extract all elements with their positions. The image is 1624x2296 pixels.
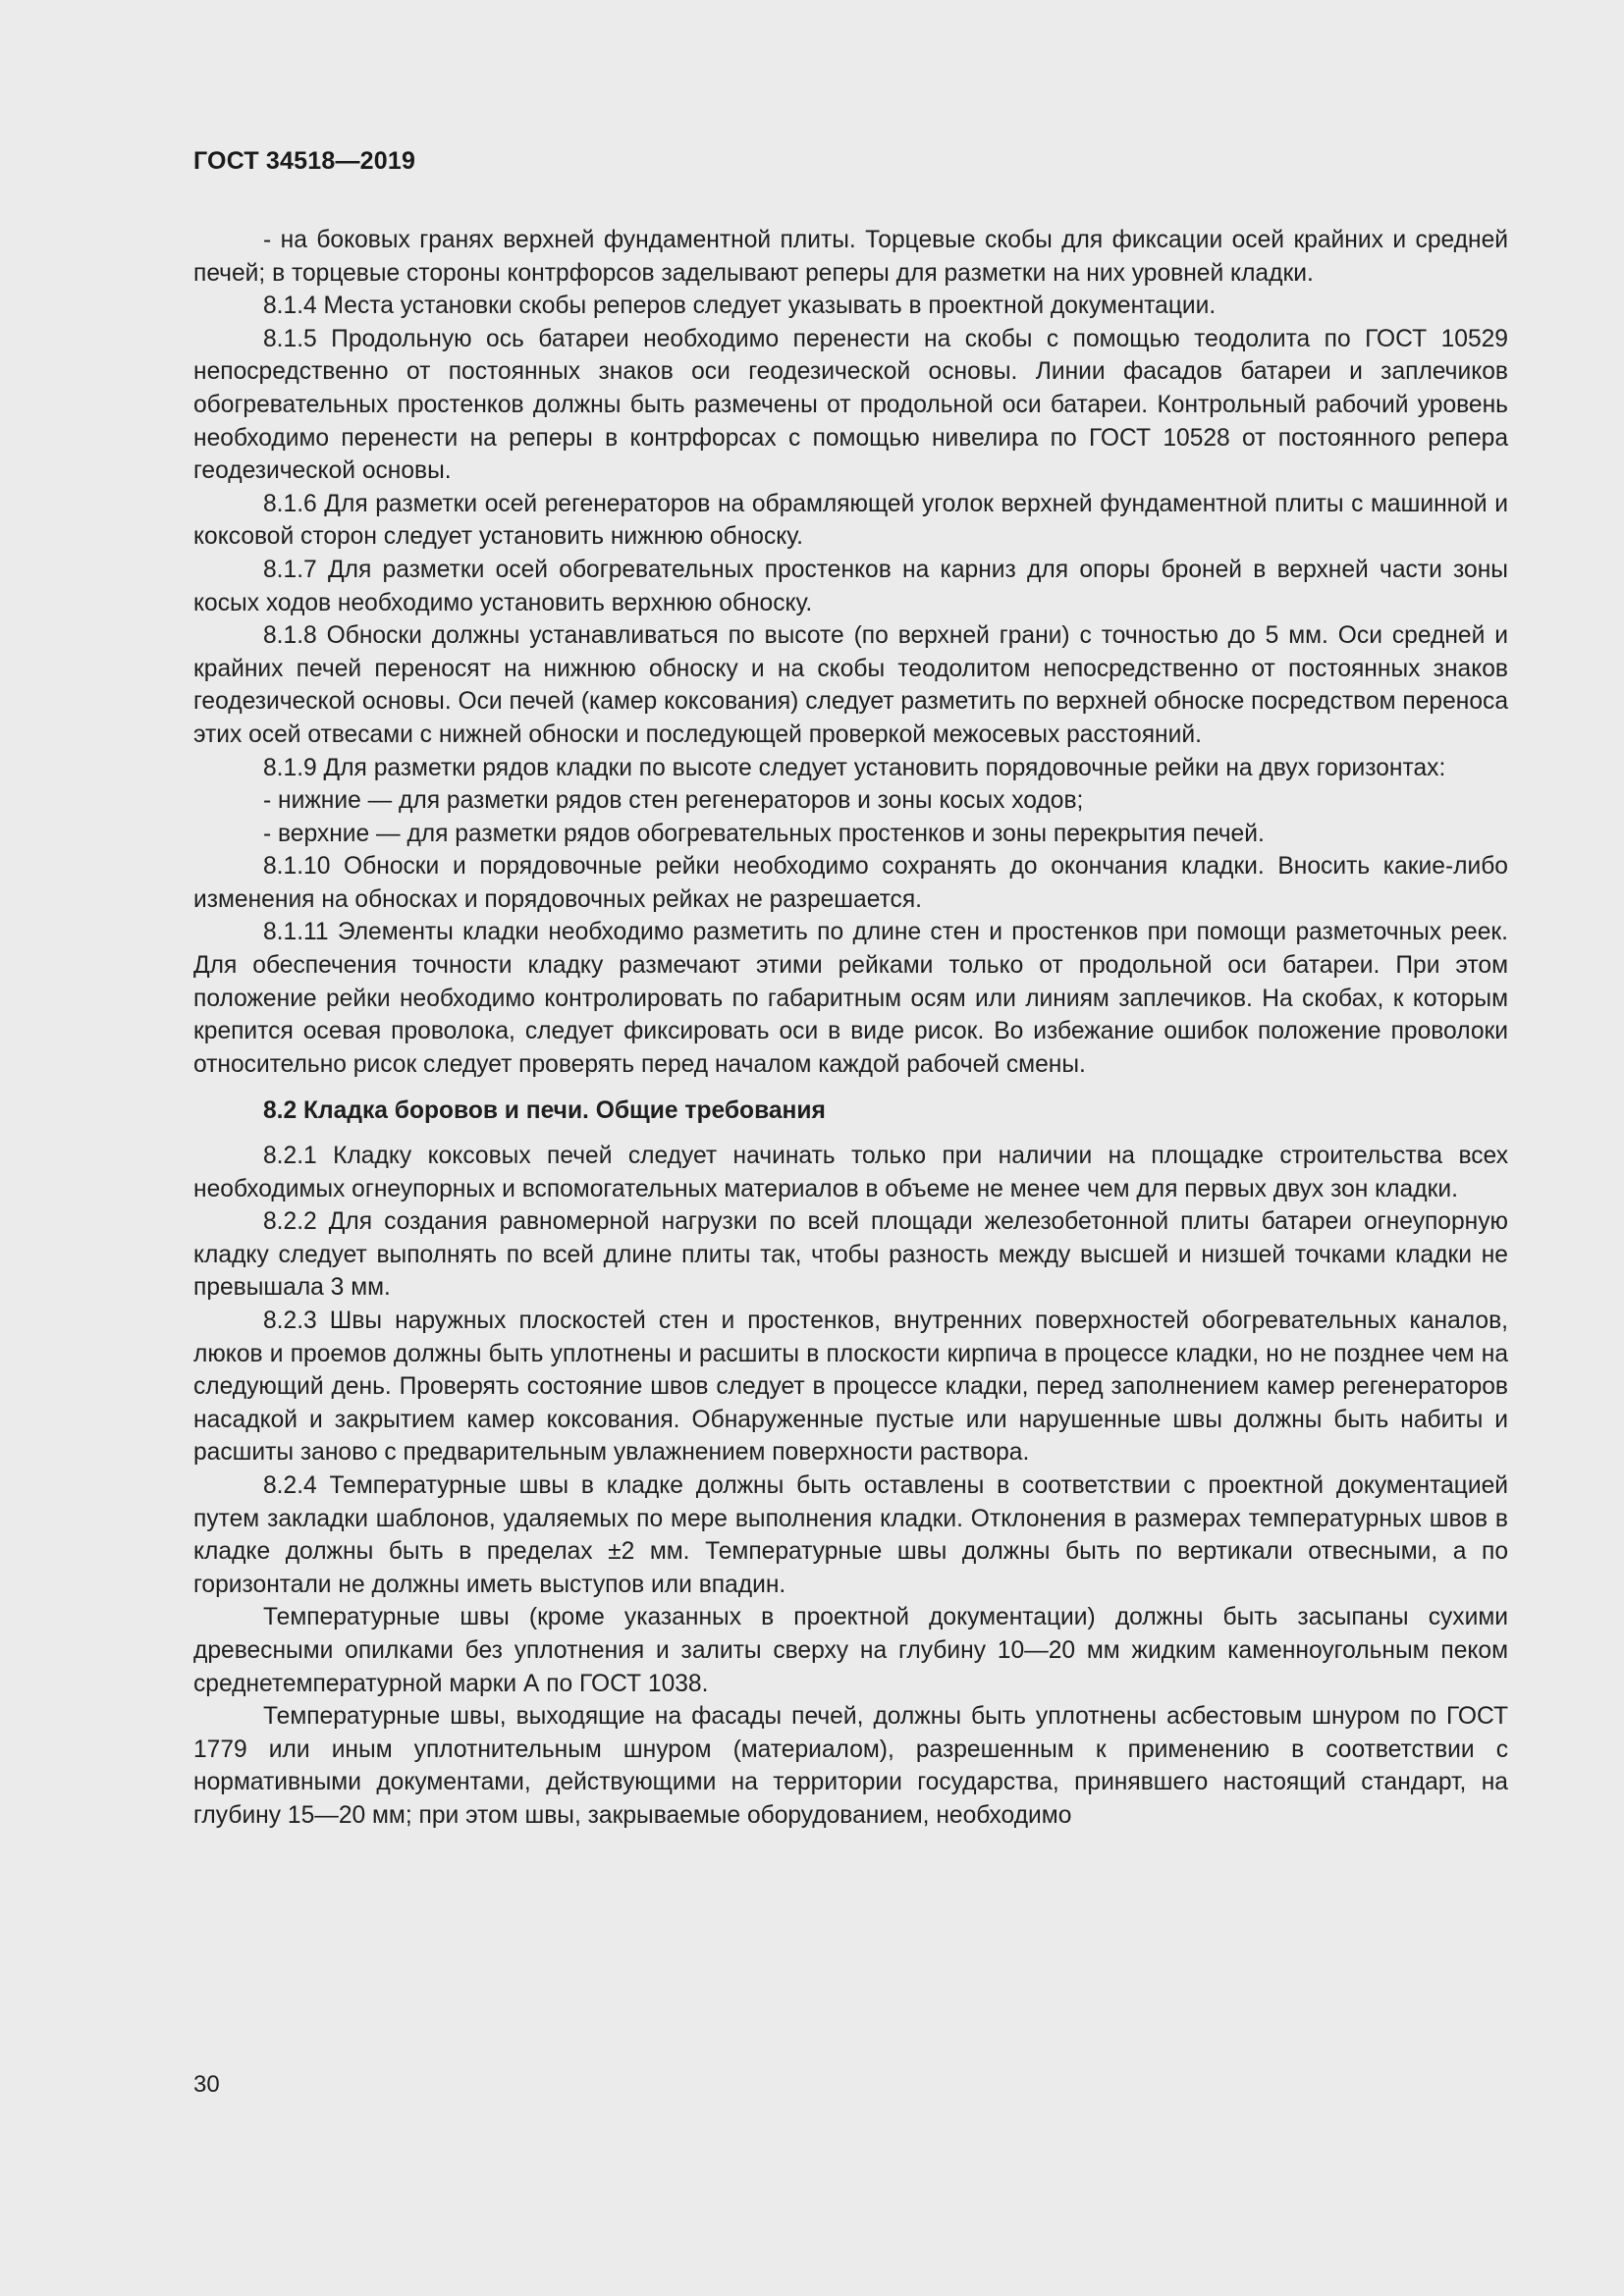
clause-8-2-1: 8.2.1 Кладку коксовых печей следует начинать только при наличии на площадке строительства всех необходимых огнеупорных и вспомогательных материалов в объеме не менее чем для первых двух зон кладки. [193,1143,1508,1202]
clause-8-1-7: 8.1.7 Для разметки осей обогревательных простенков на карниз для опоры броней в верхней части зоны косых ходов необходимо установить верхнюю обноску. [193,556,1508,616]
clause-8-2-2: 8.2.2 Для создания равномерной нагрузки по всей площади железобетонной плиты батареи огнеупорную кладку следует выполнять по всей длине плиты так, чтобы разность между высшей и низшей точками кладки не превышала 3 мм. [193,1208,1508,1302]
clause-8-2-3: 8.2.3 Швы наружных плоскостей стен и простенков, внутренних поверхностей обогревательных каналов, люков и проемов должны быть уплотнены и расшиты в плоскости кирпича в процессе кладки, но не позднее чем на следующий день. Проверять состояние швов следует в процессе кладки, перед заполнением камер регенераторов насадкой и закрытием камер коксования. Обнаруженные пустые или нарушенные швы должны быть набиты и расшиты заново с предварительным увлажнением поверхности раствора. [193,1308,1508,1467]
page-number: 30 [193,2071,220,2098]
paragraph-temperature-joints: Температурные швы (кроме указанных в проектной документации) должны быть засыпаны сухими древесными опилками без уплотнения и залиты сверху на глубину 10—20 мм жидким каменноугольным пеком среднетемпературной марки А по ГОСТ 1038. [193,1604,1508,1697]
document-code-header: ГОСТ 34518—2019 [193,147,416,175]
clause-8-1-10: 8.1.10 Обноски и порядовочные рейки необходимо сохранять до окончания кладки. Вносить какие-либо изменения на обносках и порядовочных рейках не разрешается. [193,853,1508,913]
clause-8-1-11: 8.1.11 Элементы кладки необходимо разметить по длине стен и простенков при помощи разметочных реек. Для обеспечения точности кладку размечают этими рейками только от продольной оси батареи. При этом положение рейки необходимо контролировать по габаритным осям или линиям заплечиков. На скобах, к которым крепится осевая проволока, следует фиксировать оси в виде рисок. Во избежание ошибок положение проволоки относительно рисок следует проверять перед началом каждой рабочей смены. [193,919,1508,1078]
clause-8-1-4: 8.1.4 Места установки скобы реперов следует указывать в проектной документации. [263,293,1217,320]
clause-8-1-9: 8.1.9 Для разметки рядов кладки по высоте следует установить порядовочные рейки на двух горизонтах: [263,754,1446,781]
section-heading-8-2: 8.2 Кладка боровов и печи. Общие требования [263,1097,826,1125]
document-body [193,224,1508,1833]
clause-8-1-8: 8.1.8 Обноски должны устанавливаться по высоте (по верхней грани) с точностью до 5 мм. Оси средней и крайних печей переносят на нижнюю обноску и на скобы теодолитом непосредственно от постоянных знаков геодезической основы. Оси печей (камер коксования) следует разметить по верхней обноске посредством переноса этих осей отвесами с нижней обноски и последующей проверкой межосевых расстояний. [193,622,1508,748]
clause-8-1-5: 8.1.5 Продольную ось батареи необходимо перенести на скобы с помощью теодолита по ГОСТ 10529 непосредственно от постоянных знаков оси геодезической основы. Линии фасадов батареи и заплечиков обогревательных простенков должны быть размечены от продольной оси батареи. Контрольный рабочий уровень необходимо перенести на реперы в контрфорсах с помощью нивелира по ГОСТ 10528 от постоянного репера геодезической основы. [193,325,1508,485]
list-item-dash: - на боковых гранях верхней фундаментной плиты. Торцевые скобы для фиксации осей крайних и средней печей; в торцевые стороны контрфорсов заделывают реперы для разметки на них уровней кладки. [193,227,1508,287]
clause-8-2-4: 8.2.4 Температурные швы в кладке должны быть оставлены в соответствии с проектной документацией путем закладки шаблонов, удаляемых по мере выполнения кладки. Отклонения в размерах температурных швов в кладке должны быть в пределах ±2 мм. Температурные швы должны быть по вертикали отвесными, а по горизонтали не должны иметь выступов или впадин. [193,1471,1508,1598]
list-item-dash: - верхние — для разметки рядов обогревательных простенков и зоны перекрытия печей. [263,820,1265,847]
clause-8-1-6: 8.1.6 Для разметки осей регенераторов на обрамляющей уголок верхней фундаментной плиты с машинной и коксовой сторон следует установить нижнюю обноску. [193,490,1508,551]
paragraph-facade-joints: Температурные швы, выходящие на фасады печей, должны быть уплотнены асбестовым шнуром по ГОСТ 1779 или иным уплотнительным шнуром (материалом), разрешенным к применению в соответствии с нормативными документами, действующими на территории государства, принявшего настоящий стандарт, на глубину 15—20 мм; при этом швы, закрываемые оборудованием, необходимо [193,1703,1508,1829]
list-item-dash: - нижние — для разметки рядов стен регенераторов и зоны косых ходов; [263,787,1084,815]
